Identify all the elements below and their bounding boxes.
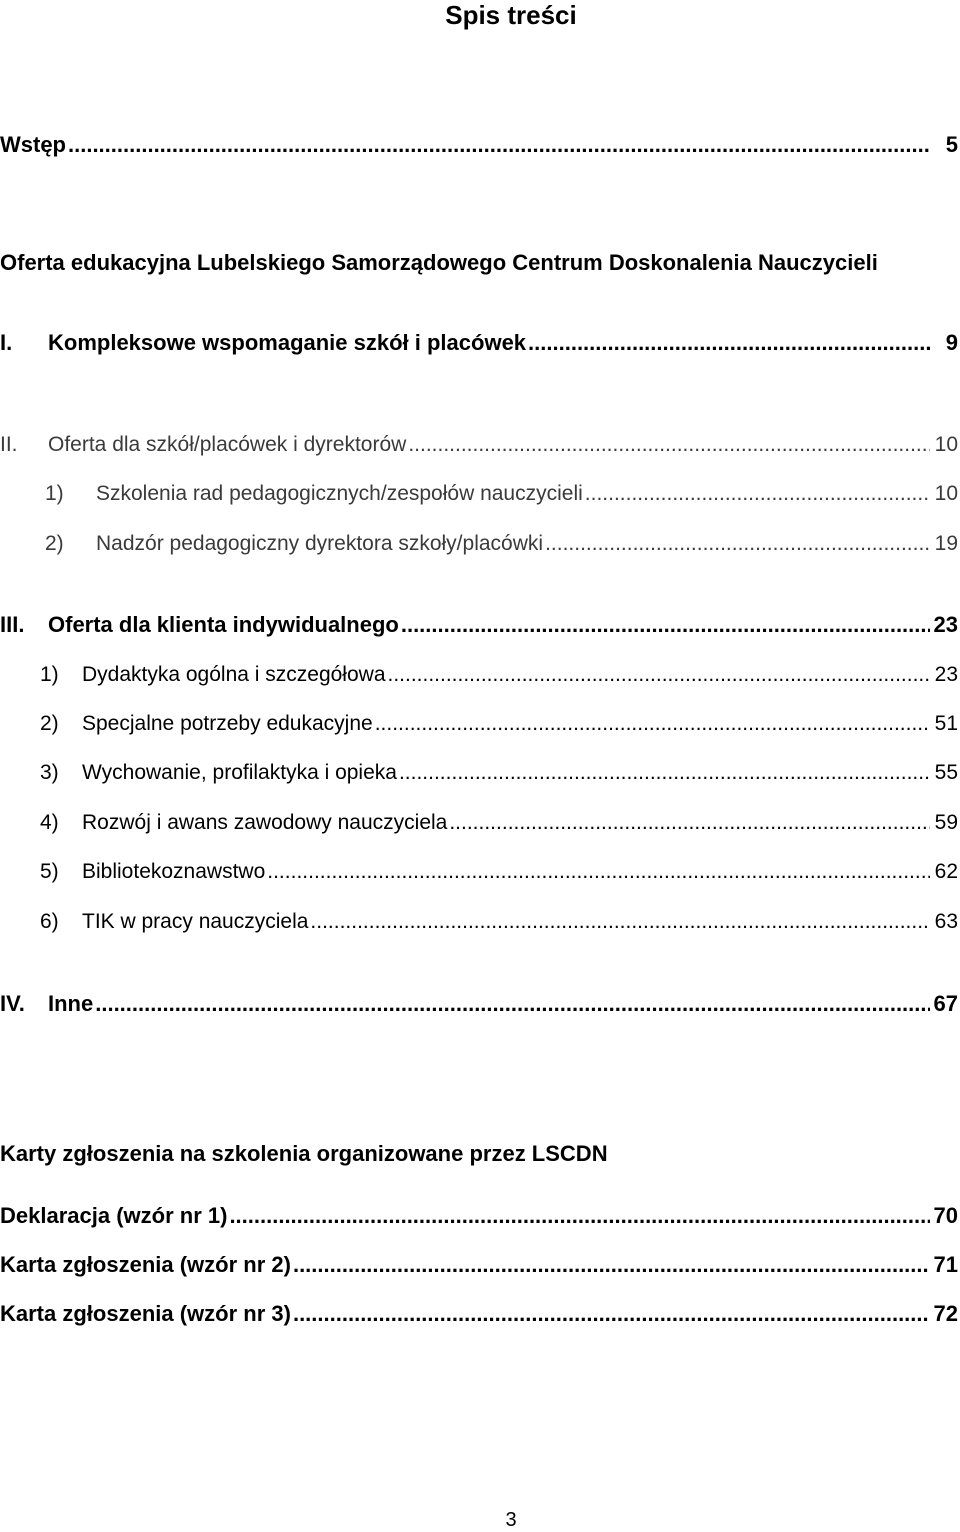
toc-leader-dots: [399, 756, 930, 790]
toc-entry-page: 51: [934, 712, 958, 735]
toc-entry-page: 10: [934, 482, 958, 505]
toc-entry-label: Wychowanie, profilaktyka i opieka: [82, 761, 397, 784]
toc-entry-label: Karta zgłoszenia (wzór nr 3): [0, 1301, 291, 1326]
toc-entry-label: Oferta dla klienta indywidualnego: [48, 612, 399, 637]
toc-leader-dots: [545, 527, 930, 561]
toc-entry-section-3-5[interactable]: [40, 855, 958, 889]
toc-leader-dots: [95, 987, 930, 1021]
toc-entry-label: Dydaktyka ogólna i szczegółowa: [82, 663, 386, 686]
toc-entry-karta-2[interactable]: [0, 1248, 958, 1282]
toc-entry-label: Nadzór pedagogiczny dyrektora szkoły/placówki: [96, 532, 544, 555]
toc-heading-label: Karty zgłoszenia na szkolenia organizowane przez LSCDN: [0, 1141, 608, 1166]
toc-entry-section-1[interactable]: [0, 326, 958, 360]
toc-entry-karta-3[interactable]: [0, 1297, 958, 1331]
toc-entry-page: 23: [934, 663, 958, 686]
toc-entry-page: 59: [934, 811, 958, 834]
toc-leader-dots: [267, 855, 930, 889]
toc-leader-dots: [293, 1297, 930, 1331]
toc-heading-karty: [0, 1137, 960, 1171]
toc-entry-page: 71: [933, 1252, 958, 1277]
toc-entry-page: 9: [945, 330, 958, 355]
toc-entry-page: 63: [934, 910, 958, 933]
toc-entry-page: 72: [933, 1301, 958, 1326]
toc-entry-section-3-4[interactable]: [40, 806, 958, 840]
toc-entry-page: 23: [933, 612, 958, 637]
toc-entry-number: IV.: [0, 991, 25, 1016]
toc-entry-page: 62: [934, 860, 958, 883]
toc-entry-label: TIK w pracy nauczyciela: [82, 910, 309, 933]
toc-entry-section-3-6[interactable]: [40, 905, 958, 939]
toc-leader-dots: [408, 428, 930, 462]
toc-leader-dots: [449, 806, 930, 840]
toc-entry-label: Bibliotekoznawstwo: [82, 860, 266, 883]
toc-leader-dots: [293, 1248, 930, 1282]
toc-entry-label: Oferta dla szkół/placówek i dyrektorów: [48, 433, 407, 456]
toc-leader-dots: [401, 608, 930, 642]
toc-entry-number: III.: [0, 612, 25, 637]
toc-entry-label: Karta zgłoszenia (wzór nr 2): [0, 1252, 291, 1277]
toc-entry-deklaracja[interactable]: [0, 1199, 958, 1233]
footer-page-number: 3: [505, 1509, 517, 1531]
toc-entry-section-4[interactable]: [0, 987, 958, 1021]
toc-leader-dots: [310, 905, 930, 939]
toc-entry-section-3-2[interactable]: [40, 707, 958, 741]
toc-leader-dots: [388, 658, 931, 692]
toc-entry-number: I.: [0, 330, 13, 355]
page-title: Spis treści: [445, 0, 577, 30]
toc-heading-oferta: [0, 246, 960, 280]
toc-entry-number: 1): [40, 663, 59, 686]
toc-entry-section-3-3[interactable]: [40, 756, 958, 790]
toc-entry-label: Szkolenia rad pedagogicznych/zespołów nauczycieli: [96, 482, 583, 505]
toc-entry-number: II.: [0, 433, 18, 456]
toc-entry-section-2-2[interactable]: [45, 527, 958, 561]
toc-entry-number: 3): [40, 761, 59, 784]
toc-entry-page: 67: [933, 991, 958, 1016]
toc-entry-section-2[interactable]: [0, 428, 958, 462]
toc-entry-label: Specjalne potrzeby edukacyjne: [82, 712, 373, 735]
toc-entry-label: Inne: [48, 991, 94, 1016]
toc-leader-dots: [585, 477, 930, 511]
toc-leader-dots: [229, 1199, 930, 1233]
toc-entry-number: 1): [45, 482, 64, 505]
toc-entry-number: 6): [40, 910, 59, 933]
toc-entry-number: 4): [40, 811, 59, 834]
toc-entry-label: Kompleksowe wspomaganie szkół i placówek: [48, 330, 527, 355]
toc-entry-page: 19: [934, 532, 958, 555]
toc-leader-dots: [375, 707, 930, 741]
toc-entry-section-3-1[interactable]: [40, 658, 958, 692]
toc-entry-label: Rozwój i awans zawodowy nauczyciela: [82, 811, 448, 834]
toc-entry-number: 2): [45, 532, 64, 555]
toc-leader-dots: [528, 326, 930, 360]
toc-entry-page: 70: [933, 1203, 958, 1228]
toc-entry-page: 5: [945, 132, 958, 157]
toc-entry-label: Wstęp: [0, 132, 66, 157]
toc-entry-wstep[interactable]: [0, 128, 958, 162]
toc-entry-section-3[interactable]: [0, 608, 958, 642]
toc-entry-number: 2): [40, 712, 59, 735]
toc-entry-number: 5): [40, 860, 59, 883]
toc-entry-section-2-1[interactable]: [45, 477, 958, 511]
toc-entry-page: 55: [934, 761, 958, 784]
toc-entry-label: Deklaracja (wzór nr 1): [0, 1203, 228, 1228]
toc-leader-dots: [68, 128, 930, 162]
toc-heading-label: Oferta edukacyjna Lubelskiego Samorządowego Centrum Doskonalenia Nauczycieli: [0, 250, 878, 275]
toc-entry-page: 10: [934, 433, 958, 456]
